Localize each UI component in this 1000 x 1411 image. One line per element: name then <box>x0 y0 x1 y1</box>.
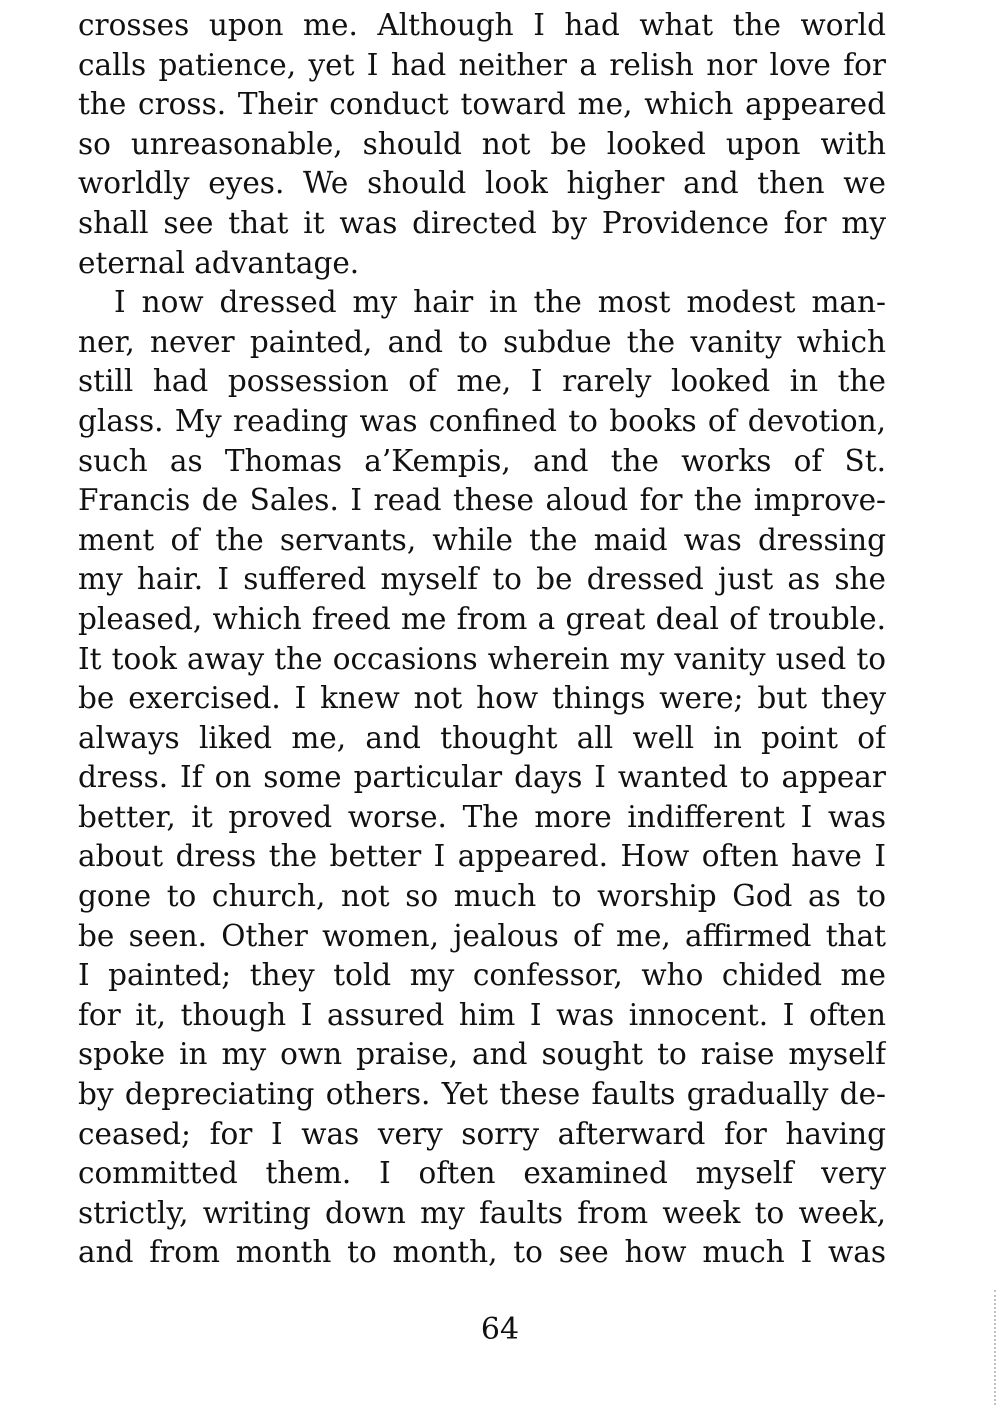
text-line: for it, though I assured him I was innocent. I often <box>78 997 886 1032</box>
text-line: by depreciating others. Yet these faults gradually de- <box>78 1077 886 1112</box>
text-line: dress. If on some particular days I wanted to appear <box>78 760 886 795</box>
text-line: Francis de Sales. I read these aloud for the improve- <box>78 483 886 518</box>
text-line: such as Thomas a’Kempis, and the works of St. <box>78 443 886 478</box>
body-text <box>78 6 886 1273</box>
text-line: committed them. I often examined myself very <box>78 1156 886 1191</box>
text-line: the cross. Their conduct toward me, which appeared <box>78 87 886 122</box>
text-line: my hair. I suffered myself to be dressed just as she <box>78 562 886 597</box>
text-line: It took away the occasions wherein my vanity used to <box>78 641 886 676</box>
text-line: ment of the servants, while the maid was dressing <box>78 522 886 557</box>
text-line: ner, never painted, and to subdue the vanity which <box>78 324 886 359</box>
text-line: eternal advantage. <box>78 245 360 280</box>
text-line: shall see that it was directed by Providence for my <box>78 205 886 240</box>
text-line: gone to church, not so much to worship God as to <box>78 879 886 914</box>
text-line: be seen. Other women, jealous of me, affirmed that <box>78 918 886 953</box>
text-line: worldly eyes. We should look higher and then we <box>78 166 886 201</box>
text-line: ceased; for I was very sorry afterward for having <box>78 1116 886 1151</box>
text-line: crosses upon me. Although I had what the world <box>78 8 886 42</box>
text-line: strictly, writing down my faults from week to week, <box>78 1195 886 1230</box>
text-line: glass. My reading was confined to books of devotion, <box>78 403 886 438</box>
page-number: 64 <box>480 1312 520 1347</box>
text-line: I now dressed my hair in the most modest man- <box>114 285 886 320</box>
text-line: so unreasonable, should not be looked upon with <box>78 126 886 161</box>
text-line: always liked me, and thought all well in point of <box>78 720 886 755</box>
text-line: and from month to month, to see how much I was <box>78 1235 886 1270</box>
scan-edge-marks <box>990 1290 996 1405</box>
text-line: be exercised. I knew not how things were; but they <box>78 681 886 716</box>
text-line: I painted; they told my confessor, who chided me <box>78 958 886 993</box>
text-line: pleased, which freed me from a great deal of trouble. <box>78 601 886 636</box>
text-line: calls patience, yet I had neither a relish nor love for <box>78 47 886 82</box>
text-line: better, it proved worse. The more indifferent I was <box>78 799 886 834</box>
text-line: about dress the better I appeared. How often have I <box>78 839 886 874</box>
text-line: still had possession of me, I rarely looked in the <box>78 364 886 399</box>
text-line: spoke in my own praise, and sought to raise myself <box>78 1037 886 1072</box>
